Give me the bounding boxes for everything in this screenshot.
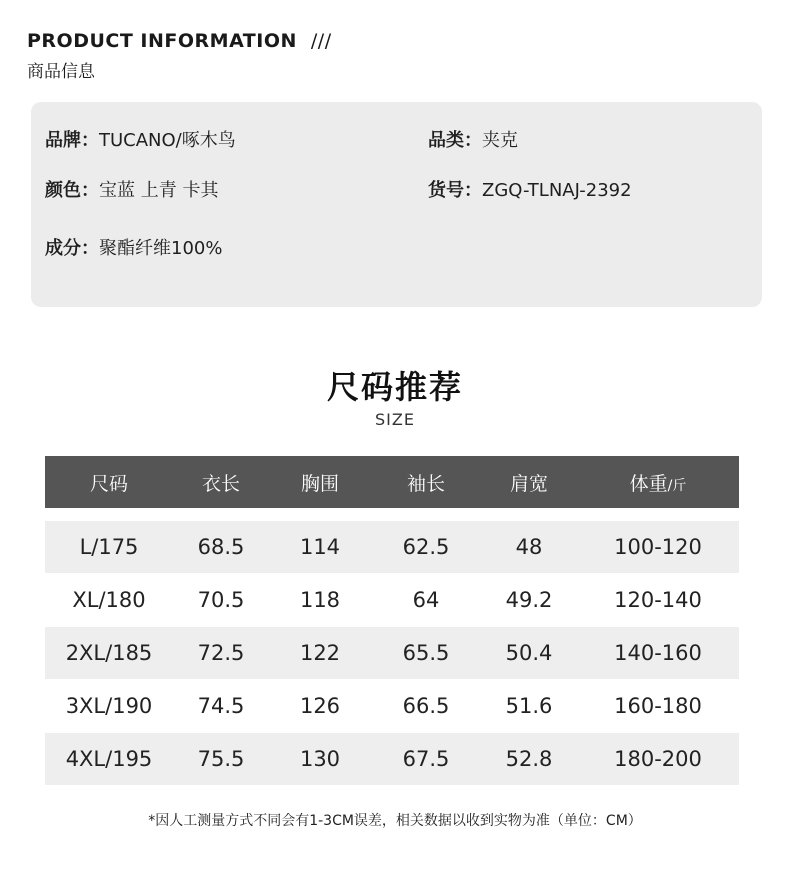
cell-length: 72.5	[197, 641, 245, 665]
cell-chest: 126	[299, 694, 341, 718]
section-title-en	[27, 30, 332, 52]
size-table-header	[45, 456, 739, 508]
cell-length: 68.5	[197, 535, 245, 559]
info-category-label: 品类：	[428, 130, 482, 151]
table-row	[45, 733, 739, 785]
table-row	[45, 521, 739, 573]
size-section-subtitle: SIZE	[375, 410, 415, 429]
cell-size: L/175	[79, 535, 139, 559]
cell-length: 70.5	[197, 588, 245, 612]
product-info-panel	[31, 102, 762, 307]
size-table-body	[45, 521, 739, 786]
header-size: 尺码	[89, 472, 128, 495]
cell-weight: 100-120	[614, 535, 702, 559]
cell-shoulder: 51.6	[505, 694, 553, 718]
cell-weight: 180-200	[614, 747, 702, 771]
cell-chest: 118	[299, 588, 341, 612]
info-brand-value: TUCANO/啄木鸟	[99, 130, 236, 151]
cell-weight: 120-140	[614, 588, 702, 612]
title-en-text: PRODUCT INFORMATION	[27, 30, 297, 52]
info-category	[428, 126, 518, 152]
header-length: 衣长	[201, 472, 240, 495]
table-row	[45, 627, 739, 679]
cell-size: 4XL/195	[65, 747, 153, 771]
cell-sleeve: 66.5	[402, 694, 450, 718]
cell-shoulder: 52.8	[505, 747, 553, 771]
info-brand-label: 品牌：	[45, 130, 99, 151]
header-weight	[577, 469, 739, 496]
info-material-label: 成分：	[45, 238, 99, 259]
table-row	[45, 574, 739, 626]
cell-sleeve: 65.5	[402, 641, 450, 665]
info-brand	[45, 126, 236, 152]
info-item-no-label: 货号：	[428, 180, 482, 201]
info-material-value: 聚酯纤维100%	[99, 238, 223, 259]
cell-sleeve: 67.5	[402, 747, 450, 771]
title-slashes: ///	[310, 30, 332, 52]
cell-size: 2XL/185	[65, 641, 153, 665]
size-section-title: 尺码推荐	[326, 368, 463, 406]
cell-length: 75.5	[197, 747, 245, 771]
header-chest: 胸围	[300, 472, 339, 495]
section-title-cn: 商品信息	[27, 62, 95, 82]
info-item-no	[428, 176, 632, 202]
cell-size: 3XL/190	[65, 694, 153, 718]
header-weight-unit: /斤	[667, 477, 687, 494]
cell-sleeve: 64	[412, 588, 440, 612]
cell-chest: 122	[299, 641, 341, 665]
table-row	[45, 680, 739, 732]
measurement-footnote: *因人工测量方式不同会有1-3CM误差，相关数据以收到实物为准（单位：CM）	[148, 813, 642, 829]
header-shoulder: 肩宽	[509, 472, 548, 495]
cell-size: XL/180	[72, 588, 146, 612]
info-item-no-value: ZGQ-TLNAJ-2392	[482, 180, 632, 201]
cell-weight: 160-180	[614, 694, 702, 718]
cell-weight: 140-160	[614, 641, 702, 665]
header-weight-label: 体重	[629, 472, 668, 495]
cell-shoulder: 49.2	[505, 588, 553, 612]
info-color-label: 颜色：	[45, 180, 99, 201]
cell-shoulder: 48	[515, 535, 543, 559]
header-sleeve: 袖长	[406, 472, 445, 495]
cell-chest: 130	[299, 747, 341, 771]
cell-length: 74.5	[197, 694, 245, 718]
info-color	[45, 176, 218, 202]
info-material	[45, 234, 222, 260]
info-category-value: 夹克	[482, 130, 518, 151]
info-color-value: 宝蓝 上青 卡其	[99, 180, 219, 201]
cell-sleeve: 62.5	[402, 535, 450, 559]
cell-shoulder: 50.4	[505, 641, 553, 665]
cell-chest: 114	[299, 535, 341, 559]
